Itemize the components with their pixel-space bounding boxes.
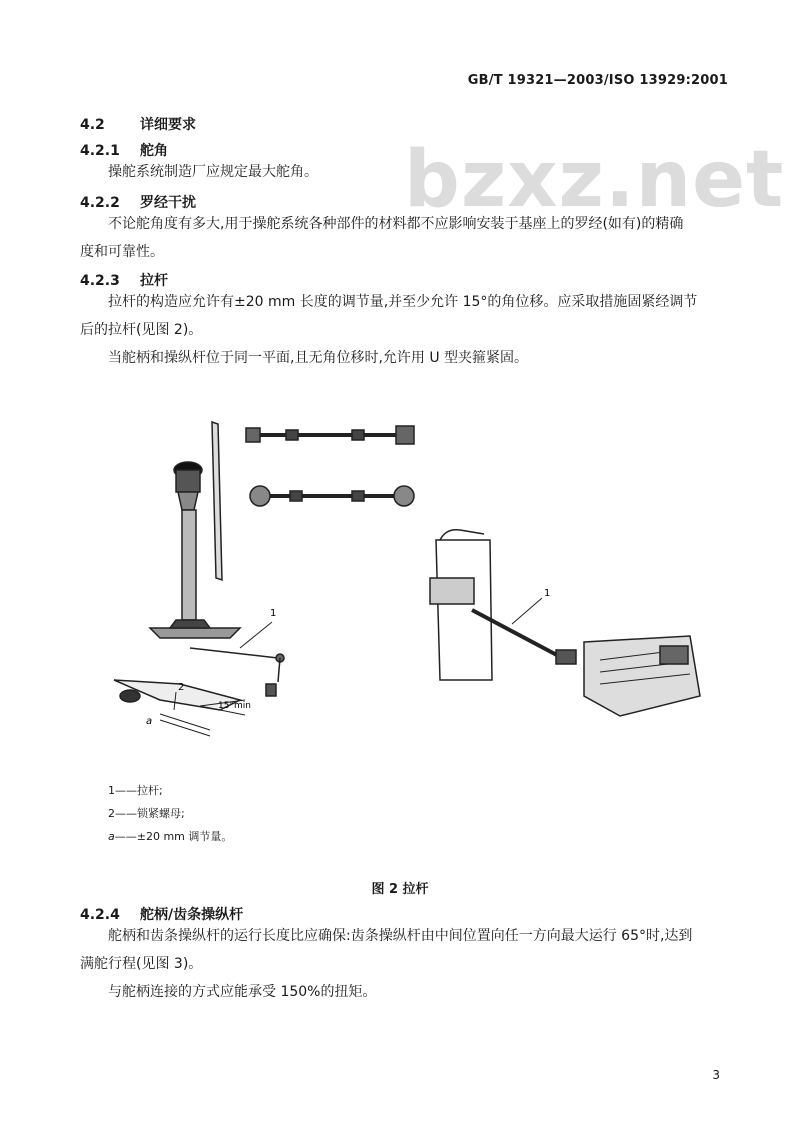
legend-sep: —— xyxy=(114,830,137,843)
standard-id: GB/T 19321—2003/ISO 13929:2001 xyxy=(467,73,728,88)
paragraph-tie-bar-line1: 拉杆的构造应允许有±20 mm 长度的调节量,并至少允许 15°的角位移。应采取措施固紧经调节 xyxy=(108,294,698,310)
heading-4-2-4 xyxy=(80,904,243,924)
watermark: bzxz.net xyxy=(404,135,785,225)
paragraph-compass-line2: 度和可靠性。 xyxy=(80,244,164,260)
page-number: 3 xyxy=(712,1068,720,1082)
section-title: 舵角 xyxy=(140,143,168,159)
tie-bar-figure xyxy=(100,410,730,750)
legend-item-2 xyxy=(108,805,185,821)
heading-4-2 xyxy=(80,114,196,134)
paragraph-compass-line1: 不论舵角度有多大,用于操舵系统各种部件的材料都不应影响安装于基座上的罗经(如有)的精确 xyxy=(108,216,684,232)
legend-text: ±20 mm 调节量。 xyxy=(136,830,233,843)
paragraph-u-clamp: 当舵柄和操纵杆位于同一平面,且无角位移时,允许用 U 型夹箍紧固。 xyxy=(108,350,529,366)
callout-2: 2 xyxy=(178,682,185,693)
section-number: 4.2.4 xyxy=(80,907,120,923)
paragraph-tie-bar-line2: 后的拉杆(见图 2)。 xyxy=(80,322,203,338)
heading-4-2-3 xyxy=(80,270,168,290)
paragraph-tiller-line1: 舵柄和齿条操纵杆的运行长度比应确保:齿条操纵杆由中间位置向任一方向最大运行 65°时,达到 xyxy=(108,928,693,944)
paragraph-torque: 与舵柄连接的方式应能承受 150%的扭矩。 xyxy=(108,984,377,1000)
section-title: 舵柄/齿条操纵杆 xyxy=(140,907,244,923)
section-title: 详细要求 xyxy=(140,117,196,133)
paragraph-tiller-line2: 满舵行程(见图 3)。 xyxy=(80,956,203,972)
legend-item-a xyxy=(108,828,232,844)
section-number: 4.2.1 xyxy=(80,143,120,159)
section-number: 4.2.3 xyxy=(80,273,120,289)
section-title: 拉杆 xyxy=(140,273,168,289)
legend-sep: —— xyxy=(115,784,137,797)
figure-caption: 图 2 拉杆 xyxy=(371,882,429,897)
legend-key: 1 xyxy=(108,784,115,797)
callout-1-left: 1 xyxy=(270,608,277,619)
callout-1-right: 1 xyxy=(544,588,551,599)
legend-text: 拉杆; xyxy=(137,784,163,797)
section-title: 罗经干扰 xyxy=(140,195,196,211)
section-number: 4.2 xyxy=(80,117,105,133)
legend-item-1 xyxy=(108,782,163,798)
dimension-a-label: a xyxy=(146,716,153,727)
heading-4-2-2 xyxy=(80,192,196,212)
legend-text: 锁紧螺母; xyxy=(137,807,185,820)
angle-label: 15°min xyxy=(218,701,251,711)
legend-sep: —— xyxy=(115,807,137,820)
legend-key: 2 xyxy=(108,807,115,820)
paragraph-rudder-angle: 操舵系统制造厂应规定最大舵角。 xyxy=(108,164,318,180)
heading-4-2-1 xyxy=(80,140,168,160)
section-number: 4.2.2 xyxy=(80,195,120,211)
legend-key: a xyxy=(108,830,115,843)
